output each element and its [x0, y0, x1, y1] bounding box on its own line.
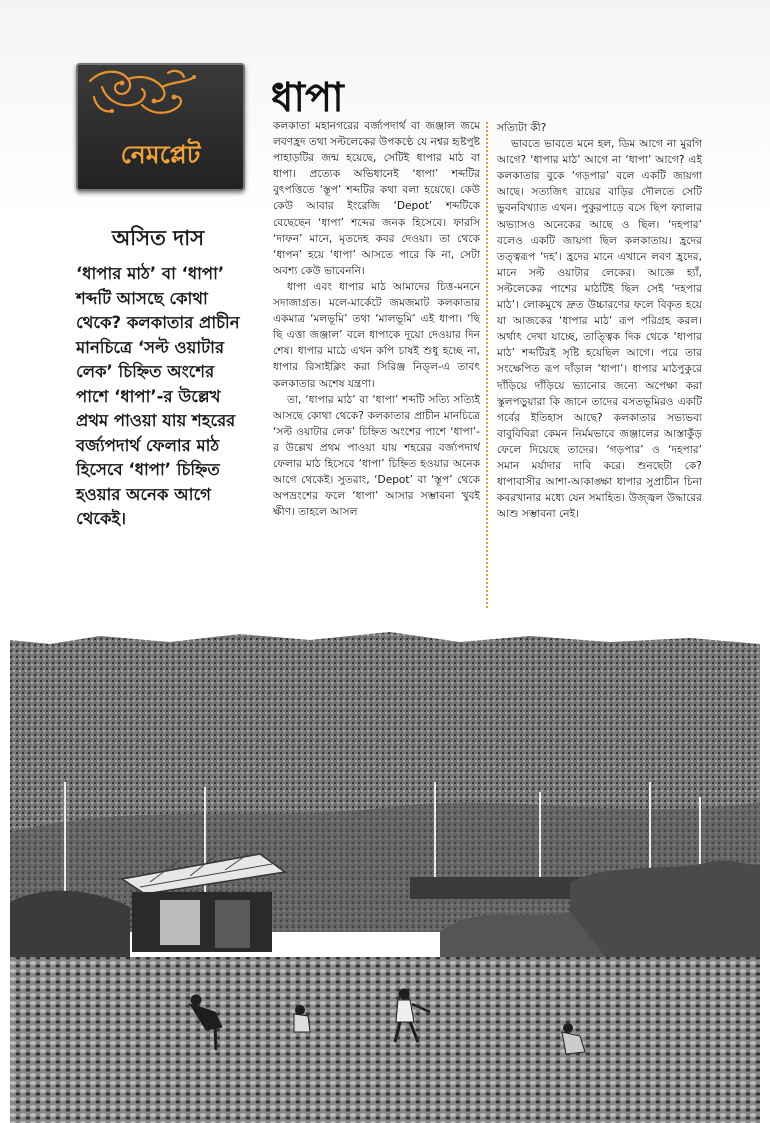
nameplate-label: নেমপ্লেট	[120, 140, 201, 169]
body-paragraph: ভাবতে ভাবতে মনে হল, ডিম আগে না মুরগি আগে? ‘ধাপার মাঠ’ আগে না ‘ধাপা’ আগে? এই কলকাতার বুকে ‘গড়পার’ বলে একটি জায়গা আছে। সত্যজিৎ রায়ের বাড়ির দৌলতে সেটি ভুবনবিখ্যাত এখন। পুকুরপাড়ে বসে ছিপ ফ্যালার অভ্যাসও অনেকের আছে ও ছিল। ‘দহপার’ বলেও একটি জায়গা ছিল কলকাতায়। হ্রদের তত্ত্বরূপ ‘দহ’। হ্রদের মানে এখানে লবণ হ্রদের, মানে সল্ট ওয়াটার লেকের। আজ্ঞে হ্যাঁ, সল্টলেকের পাশের মাঠটিই ছিল সেই ‘দহপার মাঠ’। লোকমুখে দ্রুত উচ্চারণের ফলে বিকৃত হয়ে যা আজকের ‘ধাপার মাঠ’ রূপ পরিগ্রহ করল। অর্থাৎ দেখা যাচ্ছে, তাত্ত্বিক দিক থেকে ‘ধাপার মাঠ’ শব্দটিরই সৃষ্টি হয়েছিল আগে। পরে তার সংক্ষেপিত রূপ দাঁড়াল ‘ধাপা’। ধাপার মাঠপুকুরে দাঁড়িয়ে দাঁড়িয়ে ভ্যানোর জন্যে অপেক্ষা করা স্কুলপড়ুয়ারা কি জানে তাদের বসতভূমিরও একটি গর্বের ইতিহাস আছে? কলকাতার সভ্যভব্য বাবুবিবিরা কেমন নির্মমভাবে জঞ্জালের আস্তাকুঁড় ফেলে দিয়েছে তাদের। ‘গড়পার’ ও ‘দহপার’ সমান মর্যাদার দাবি করে। শুনছেটা কে? ধাপাবাসীর আশা-আকাঙ্ক্ষা ধাপার সুপ্রাচীন চিনা কবরখানার মধ্যে যেন সমাহিত। উজ্জ্বল উদ্ধারের আশু সম্ভাবনা নেই।	[497, 138, 702, 521]
lead-paragraph: ‘ধাপার মাঠ’ বা ‘ধাপা’ শব্দটি আসছে কোথা থেকে? কলকাতার প্রাচীন মানচিত্রে ‘সল্ট ওয়াটার লেক’ চিহ্নিত অংশের পাশে ‘ধাপা’-র উল্লেখ প্রথম পাওয়া যায় শহরের বর্জ্যপদার্থ ফেলার মাঠ হিসেবে ‘ধাপা’ চিহ্নিত হওয়ার অনেক আগে থেকেই।	[76, 264, 240, 528]
column-divider	[486, 122, 488, 608]
article-column-1	[273, 118, 480, 606]
floral-swirl-icon	[82, 67, 202, 129]
nameplate-badge	[76, 63, 245, 191]
body-paragraph: সত্যিটা কী?	[497, 122, 547, 134]
article-column-2	[497, 120, 702, 600]
author-name: অসিত দাস	[112, 226, 205, 250]
body-paragraph: ধাপা এবং ধাপার মাঠ আমাদের চিত্ত-মননে সদাজাগ্রত। মলে-মার্কেটে জমজমাট কলকাতার একমাত্র ‘মলভূমি’ তথা ‘মালভূমি’ এই ধাপা। ‘ছি ছি এত্তা জঞ্জাল’ বলে ধাপাকে দূয়ো দেওয়ার দিন শেষ। ধাপার মাঠে এখন কপি চাষই শুধু হচ্ছে না, ধাপার রিসাইক্লিং করা সিরিঞ্জ নিড্‌ল-এ তাবৎ কলকাতার অশেষ যন্ত্রণা।	[273, 280, 480, 390]
article-title: ধাপা	[271, 75, 344, 121]
landfill-photo	[10, 632, 760, 1123]
body-paragraph: কলকাতা মহানগরের বর্জ্যপদার্থ বা জঞ্জাল জমে লবণহ্রদ তথা সল্টলেকের উপকণ্ঠে যে নশ্বর হৃষ্টপুষ্ট পাহাড়টির জন্ম হয়েছে, সেটিই ধাপার মাঠ বা ধাপা। প্রত্যেক অভিধানেই ‘ধাপা’ শব্দটির বুৎপত্তিতে ‘স্তূপ’ শব্দটির কথা বলা হয়েছে। কেউ কেউ আবার ইংরেজি ‘Depot’ শব্দটিকে বেছেছেন ‘ধাপা’ শব্দের জনক হিসেবে। ফারসি ‘দাফন’ মানে, মৃতদেহ কবর দেওয়া। তা থেকে ‘ধাপন’ হয়ে ‘ধাপা’ আসতে পারে কি না, সেটা অবশ্য কেউ ভাবেননি।	[273, 120, 480, 277]
body-paragraph: তা, ‘ধাপার মাঠ’ বা ‘ধাপা’ শব্দটি সত্যি সত্যিই আসছে কোথা থেকে? কলকাতার প্রাচীন মানচিত্রে ‘সল্ট ওয়াটার লেক’ চিহ্নিত অংশের পাশে ‘ধাপা’-র উল্লেখ প্রথম পাওয়া যায় শহরের বর্জ্যপদার্থ ফেলার মাঠ হিসেবে ‘ধাপা’ চিহ্নিত হওয়ার অনেক আগে থেকেই। সুতরাং, ‘Depot’ বা ‘স্তূপ’ থেকে অপভ্রংশের ফলে ‘ধাপা’ আসার সম্ভাবনা খুবই ক্ষীণ। তাহলে আসল	[273, 393, 480, 519]
